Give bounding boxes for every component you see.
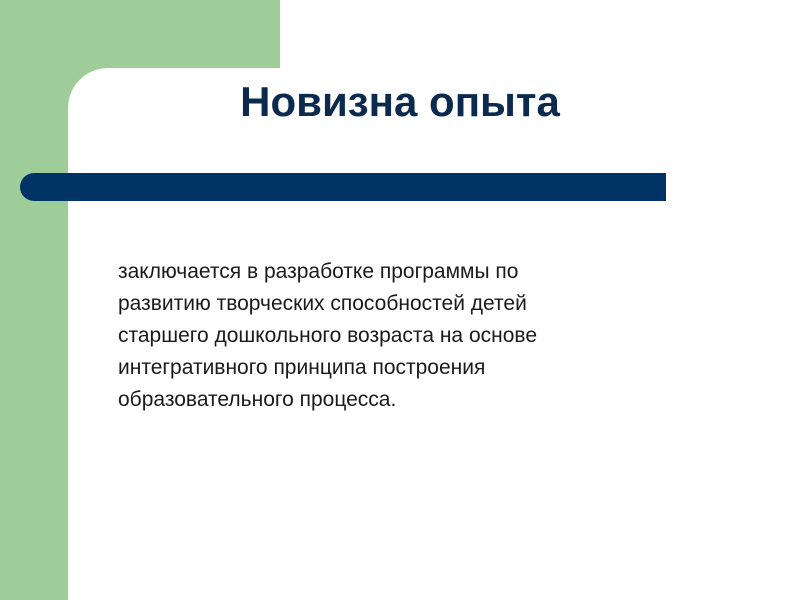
body-line: старшего дошкольного возраста на основе <box>118 324 537 347</box>
title-underline-bar <box>20 173 666 201</box>
slide-body-text <box>118 256 718 416</box>
body-line: развитию творческих способностей детей <box>118 292 527 315</box>
slide-title: Новизна опыта <box>240 78 560 125</box>
body-line: образовательного процесса. <box>118 388 397 411</box>
body-line: заключается в разработке программы по <box>118 260 519 283</box>
body-line: интегративного принципа построения <box>118 356 486 379</box>
